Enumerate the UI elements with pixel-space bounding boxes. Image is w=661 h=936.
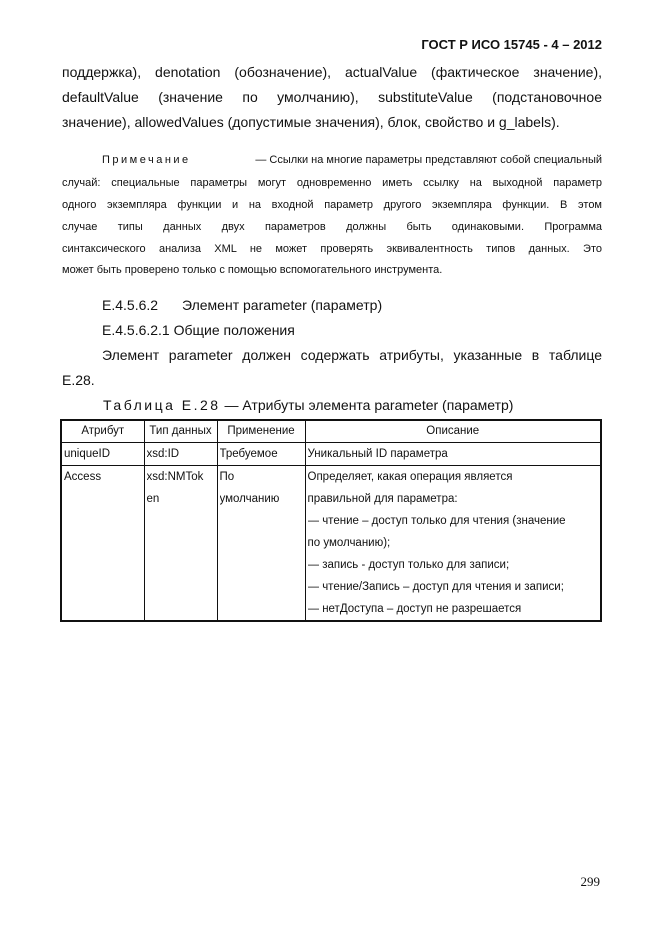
table-cell xyxy=(217,443,305,466)
column-header: Атрибут xyxy=(61,420,144,443)
note-line: случае типы данных двух параметров должны быть одинаковыми. Программа xyxy=(62,221,602,233)
attributes-table xyxy=(60,419,602,622)
table-cell xyxy=(305,466,601,622)
note-label: Примечание xyxy=(102,154,191,166)
cell-line: Уникальный ID параметра xyxy=(307,448,448,460)
cell-line: Определяет, какая операция является xyxy=(307,471,513,483)
note-line: синтаксического анализа XML не может проверять эквивалентность типов данных. Это xyxy=(62,243,602,255)
paragraph-line: значение), allowedValues (допустимые значения), блок, свойство и g_labels). xyxy=(62,114,560,130)
cell-line: Требуемое xyxy=(219,448,278,460)
table-caption xyxy=(103,396,513,414)
section-heading xyxy=(102,321,295,339)
cell-line: — запись - доступ только для записи; xyxy=(307,559,510,571)
cell-line: По xyxy=(219,471,235,483)
table-row xyxy=(61,466,601,622)
page-header: ГОСТ Р ИСО 15745 - 4 – 2012 xyxy=(421,37,602,52)
column-header: Применение xyxy=(217,420,305,443)
table-caption-label: Таблица Е.28 xyxy=(103,397,221,413)
paragraph-line: defaultValue (значение по умолчанию), substituteValue (подстановочное xyxy=(62,89,602,105)
page-number: 299 xyxy=(580,874,600,889)
paragraph-line: поддержка), denotation (обозначение), actualValue (фактическое значение), xyxy=(62,64,602,80)
cell-line: правильной для параметра: xyxy=(307,493,458,505)
cell-line: Access xyxy=(64,471,102,483)
table-cell xyxy=(144,466,217,622)
table-header-row xyxy=(61,420,601,443)
section-heading xyxy=(102,296,382,314)
table-cell xyxy=(61,443,144,466)
section-number: Е.4.5.6.2.1 xyxy=(102,322,170,338)
cell-line: умолчанию xyxy=(219,493,280,505)
note-line: случай: специальные параметры могут одновременно иметь ссылку на выходной параметр xyxy=(62,177,602,189)
note-first-line xyxy=(102,153,602,167)
cell-line: — нетДоступа – доступ не разрешается xyxy=(307,603,522,615)
column-header: Описание xyxy=(305,420,601,443)
section-title: Общие положения xyxy=(173,322,295,338)
cell-line: xsd:ID xyxy=(146,448,180,460)
cell-line: en xyxy=(146,493,160,505)
cell-line: xsd:NMTok xyxy=(146,471,204,483)
note-first-text: — Ссылки на многие параметры представляют собой специальный xyxy=(255,154,602,166)
paragraph-line: Элемент parameter должен содержать атрибуты, указанные в таблице xyxy=(102,347,602,363)
column-header: Тип данных xyxy=(144,420,217,443)
note-line: одного экземпляра функции и на входной параметр другого экземпляра функции. В этом xyxy=(62,199,602,211)
table-row xyxy=(61,443,601,466)
note-line: может быть проверено только с помощью вспомогательного инструмента. xyxy=(62,264,443,276)
table-caption-text: — Атрибуты элемента parameter (параметр) xyxy=(224,397,514,413)
table-cell xyxy=(61,466,144,622)
cell-line: — чтение – доступ только для чтения (значение xyxy=(307,515,566,527)
table-cell xyxy=(217,466,305,622)
section-number: Е.4.5.6.2 xyxy=(102,297,159,313)
cell-line: по умолчанию); xyxy=(307,537,391,549)
table-cell xyxy=(305,443,601,466)
section-title: Элемент parameter (параметр) xyxy=(182,297,383,313)
cell-line: — чтение/Запись – доступ для чтения и записи; xyxy=(307,581,564,593)
table-cell xyxy=(144,443,217,466)
paragraph-line: Е.28. xyxy=(62,372,95,388)
cell-line: uniqueID xyxy=(64,448,111,460)
